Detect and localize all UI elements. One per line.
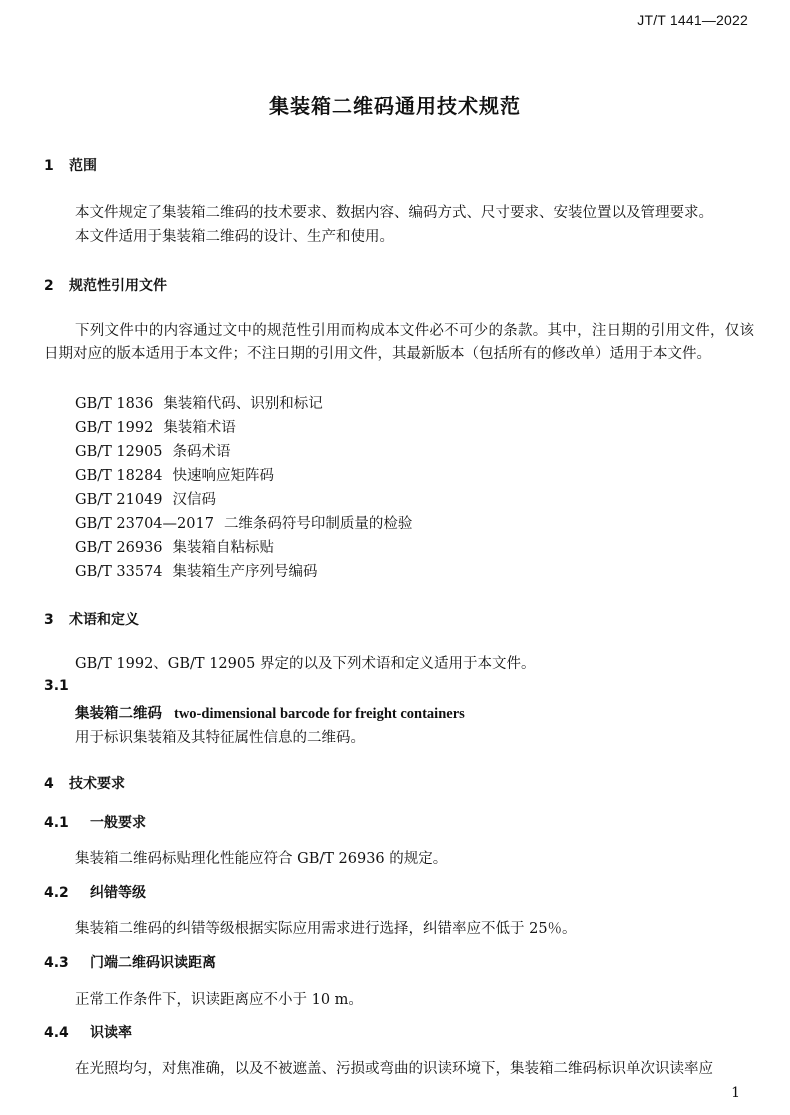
reference-name: 汉信码 [172,492,217,508]
reference-name: 集装箱生产序列号编码 [172,564,318,580]
term-definition: 用于标识集装箱及其特征属性信息的二维码。 [75,730,365,746]
reference-code: GB/T 26936 [75,540,163,556]
reference-item [75,392,323,413]
paragraph: 本文件规定了集装箱二维码的技术要求、数据内容、编码方式、尺寸要求、安装位置以及管理要求。 [75,205,713,221]
subsection-title: 纠错等级 [90,885,146,901]
subsection-4-4-heading [44,1022,132,1042]
reference-name: 集装箱代码、识别和标记 [163,396,323,412]
reference-name: 集装箱自粘标贴 [172,540,275,556]
paragraph: 集装箱二维码的纠错等级根据实际应用需求进行选择，纠错率应不低于 25％。 [75,921,577,937]
reference-code: GB/T 1836 [75,396,154,412]
reference-code: GB/T 1992 [75,420,154,436]
reference-code: GB/T 33574 [75,564,163,580]
reference-code: GB/T 23704—2017 [75,516,214,532]
section-title: 规范性引用文件 [69,278,167,294]
reference-item [75,464,274,485]
paragraph: GB/T 1992、GB/T 12905 界定的以及下列术语和定义适用于本文件。 [75,656,536,672]
paragraph: 集装箱二维码标贴理化性能应符合 GB/T 26936 的规定。 [75,851,448,867]
section-title: 范围 [69,158,97,174]
reference-code: GB/T 12905 [75,444,163,460]
reference-code: GB/T 18284 [75,468,163,484]
term-chinese: 集装箱二维码 [75,705,162,722]
subsection-number: 4.2 [44,885,69,901]
section-number: 3 [44,612,54,628]
subsection-title: 门端二维码识读距离 [90,955,216,971]
section-number: 2 [44,278,54,294]
reference-name: 快速响应矩阵码 [172,468,275,484]
document-title: 集装箱二维码通用技术规范 [269,94,521,118]
subsection-title: 识读率 [90,1025,132,1041]
section-number: 4 [44,776,54,792]
term-entry [75,702,465,723]
subsection-number: 4.1 [44,815,69,831]
paragraph: 下列文件中的内容通过文中的规范性引用而构成本文件必不可少的条款。其中，注日期的引用文件，仅该日期对应的版本适用于本文件；不注日期的引用文件，其最新版本（包括所有的修改单）适用于本文件。 [44,323,754,362]
paragraph: 本文件适用于集装箱二维码的设计、生产和使用。 [75,229,394,245]
section-1-heading [44,155,97,175]
reference-name: 集装箱术语 [163,420,236,436]
reference-item [75,416,236,437]
section-title: 术语和定义 [69,612,139,628]
subsection-number: 4.4 [44,1025,69,1041]
reference-item [75,560,318,581]
paragraph: 正常工作条件下，识读距离应不小于 10 m。 [75,992,363,1008]
paragraph: 在光照均匀，对焦准确，以及不被遮盖、污损或弯曲的识读环境下，集装箱二维码标识单次识读率应 [75,1061,713,1077]
section-title: 技术要求 [69,776,125,792]
section-4-heading [44,773,125,793]
reference-name: 条码术语 [172,444,231,460]
term-number: 3.1 [44,678,69,694]
section-3-heading [44,609,139,629]
subsection-4-2-heading [44,882,146,902]
section-2-heading [44,275,167,295]
subsection-4-3-heading [44,952,216,972]
reference-item [75,440,231,461]
reference-code: GB/T 21049 [75,492,163,508]
reference-item [75,488,216,509]
reference-name: 二维条码符号印制质量的检验 [223,516,413,532]
term-english: two-dimensional barcode for freight containers [174,706,465,722]
standard-code: JT/T 1441—2022 [637,12,748,28]
page-number: 1 [731,1085,740,1101]
reference-item [75,536,274,557]
reference-item [75,512,412,533]
subsection-number: 4.3 [44,955,69,971]
subsection-4-1-heading [44,812,146,832]
section-number: 1 [44,158,54,174]
subsection-title: 一般要求 [90,815,146,831]
